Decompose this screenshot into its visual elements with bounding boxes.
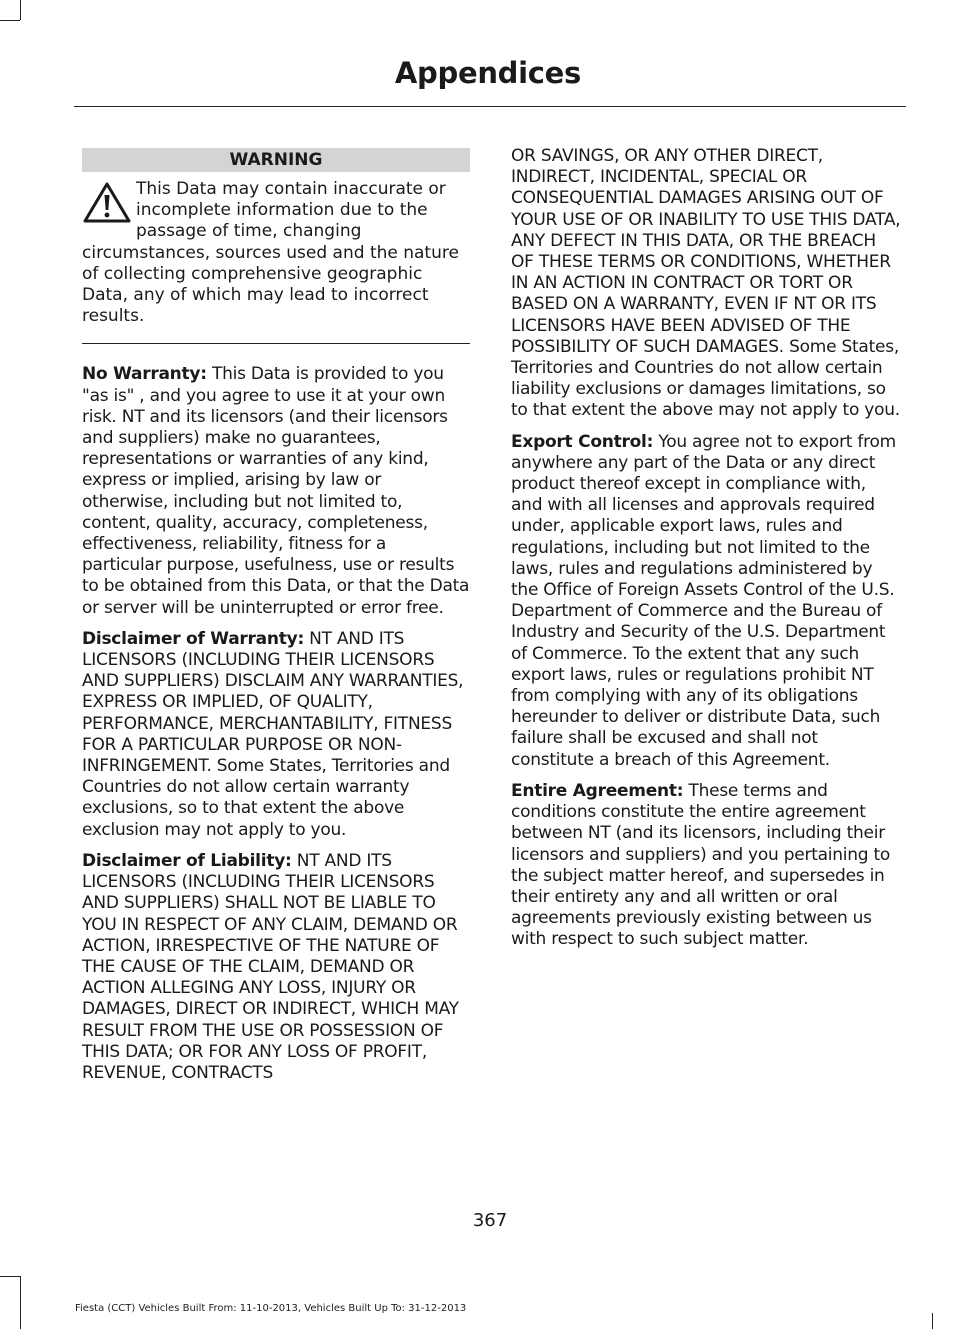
crop-mark — [0, 1276, 20, 1277]
entire-agreement-text: These terms and conditions constitute the entire agreement between NT (and its licensors, including their licensors and suppliers) and you pertaining to the subject matter hereof, and supersedes in their entirety any and all written or oral agreements previously existing between us with respect to such subject matter. — [511, 780, 891, 950]
entire-agreement-label: Entire Agreement: — [511, 780, 684, 801]
left-column — [82, 148, 470, 1094]
warning-body — [82, 179, 470, 327]
export-control-text: You agree not to export from anywhere any part of the Data or any direct product thereof except in compliance with, and with all licenses and approvals required under, applicable export laws, rules and regulations, including but not limited to the laws, rules and regulations administered by the Office of Foreign Assets Control of the U.S. Department of Commerce and the Bureau of Industry and Security of the U.S. Department of Commerce. To the extent that any such export laws, rules or regulations prohibit NT from complying with any of its obligations hereunder to deliver or distribute Data, such failure shall be excused and shall not constitute a breach of this Agreement. — [511, 431, 896, 770]
disclaimer-liability-continuation: OR SAVINGS, OR ANY OTHER DIRECT, INDIRECT, INCIDENTAL, SPECIAL OR CONSEQUENTIAL DAMAGES ARISING OUT OF YOUR USE OF OR INABILITY TO USE THIS DATA, ANY DEFECT IN THIS DATA, OR THE BREACH OF THESE TERMS OR CONDITIONS, WHETHER IN AN ACTION IN CONTRACT OR TORT OR BASED ON A WARRANTY, EVEN IF NT OR ITS LICENSORS HAVE BEEN ADVISED OF THE POSSIBILITY OF SUCH DAMAGES. Some States, Territories and Countries do not allow certain liability exclusions or damages limitations, so to that extent the above may not apply to you. — [511, 146, 901, 421]
export-control-label: Export Control: — [511, 431, 654, 452]
warning-box — [82, 148, 470, 344]
warning-divider — [82, 343, 470, 344]
warning-heading: WARNING — [82, 148, 470, 172]
warning-triangle-icon — [82, 181, 132, 225]
export-control-paragraph — [511, 432, 901, 771]
warning-text: This Data may contain inaccurate or incomplete information due to the passage of time, changing circumstances, sources used and the nature of collecting comprehensive geographic Data, any of which may lead to incorrect results. — [82, 179, 459, 327]
crop-mark — [20, 1276, 21, 1329]
no-warranty-label: No Warranty: — [82, 364, 207, 385]
disclaimer-liability-paragraph — [82, 851, 470, 1084]
right-column — [511, 146, 901, 961]
entire-agreement-paragraph — [511, 781, 901, 951]
crop-mark — [20, 0, 21, 20]
disclaimer-liability-text: NT AND ITS LICENSORS (INCLUDING THEIR LICENSORS AND SUPPLIERS) SHALL NOT BE LIABLE TO YOU IN RESPECT OF ANY CLAIM, DEMAND OR ACTION, IRRESPECTIVE OF THE NATURE OF THE CAUSE OF THE CLAIM, DEMAND OR ACTION ALLEGING ANY LOSS, INJURY OR DAMAGES, DIRECT OR INDIRECT, WHICH MAY RESULT FROM THE USE OR POSSESSION OF THIS DATA; OR FOR ANY LOSS OF PROFIT, REVENUE, CONTRACTS — [82, 850, 459, 1083]
crop-mark — [932, 1313, 933, 1329]
page-title: Appendices — [394, 56, 581, 90]
page-number: 367 — [472, 1210, 508, 1231]
disclaimer-warranty-paragraph — [82, 629, 470, 841]
disclaimer-warranty-text: NT AND ITS LICENSORS (INCLUDING THEIR LICENSORS AND SUPPLIERS) DISCLAIM ANY WARRANTIES, EXPRESS OR IMPLIED, OF QUALITY, PERFORMANCE, MERCHANTABILITY, FITNESS FOR A PARTICULAR PURPOSE OR NON-INFRINGEMENT. Some States, Territories and Countries do not allow certain warranty exclusions, so to that extent the above exclusion may not apply to you. — [82, 628, 464, 840]
no-warranty-paragraph — [82, 364, 470, 618]
footer-text: Fiesta (CCT) Vehicles Built From: 11-10-2013, Vehicles Built Up To: 31-12-2013 — [75, 1303, 467, 1314]
title-divider — [74, 106, 906, 107]
disclaimer-warranty-label: Disclaimer of Warranty: — [82, 628, 305, 649]
no-warranty-text: This Data is provided to you "as is" , and you agree to use it at your own risk. NT and its licensors (and their licensors and suppliers) make no guarantees, representations or warranties of any kind, express or implied, arising by law or otherwise, including but not limited to, content, quality, accuracy, completeness, effectiveness, reliability, fitness for a particular purpose, usefulness, use or results to be obtained from this Data, or that the Data or server will be uninterrupted or error free. — [82, 364, 470, 618]
crop-mark — [0, 20, 20, 21]
disclaimer-liability-label: Disclaimer of Liability: — [82, 850, 292, 871]
